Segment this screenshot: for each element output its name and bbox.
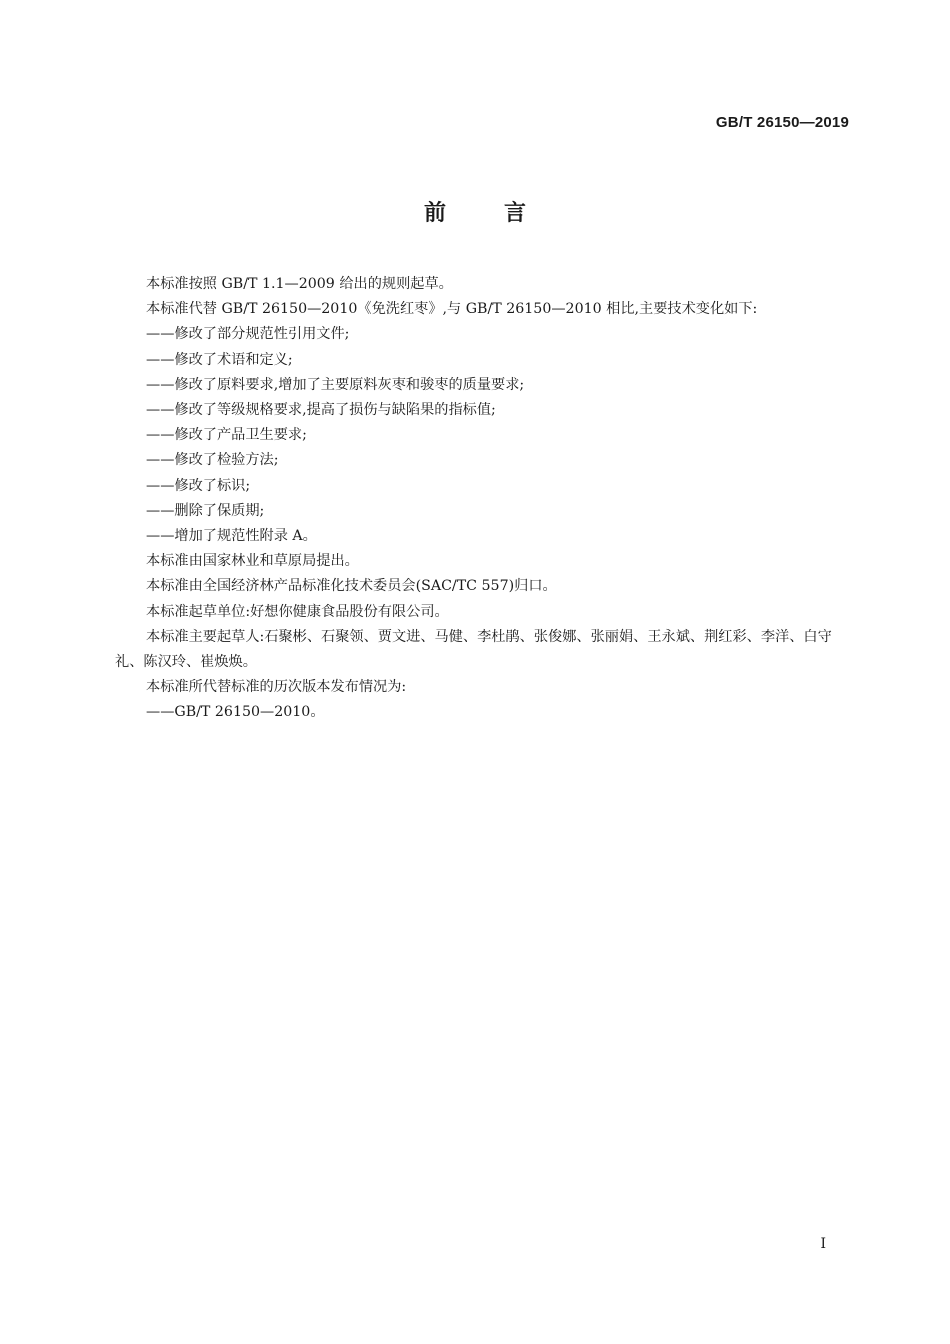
- change-item: ——修改了产品卫生要求;: [146, 427, 307, 444]
- history-item: ——GB/T 26150—2010。: [146, 704, 325, 721]
- foreword-body: [115, 272, 850, 726]
- change-item: ——修改了等级规格要求,提高了损伤与缺陷果的指标值;: [146, 402, 496, 419]
- change-item: ——修改了术语和定义;: [146, 351, 293, 368]
- paragraph-proposer: 本标准由国家林业和草原局提出。: [146, 553, 359, 570]
- page-number: I: [820, 1236, 826, 1252]
- paragraph-history: 本标准所代替标准的历次版本发布情况为:: [146, 679, 407, 696]
- standard-code: GB/T 26150—2019: [715, 114, 849, 131]
- change-item: ——删除了保质期;: [146, 502, 265, 519]
- change-item: ——增加了规范性附录 A。: [146, 528, 317, 545]
- change-item: ——修改了原料要求,增加了主要原料灰枣和骏枣的质量要求;: [146, 376, 525, 393]
- change-item: ——修改了部分规范性引用文件;: [146, 326, 350, 343]
- paragraph-drafting-unit: 本标准起草单位:好想你健康食品股份有限公司。: [146, 603, 449, 620]
- change-item: ——修改了标识;: [146, 477, 251, 494]
- paragraph-drafting-rules: 本标准按照 GB/T 1.1—2009 给出的规则起草。: [146, 276, 453, 292]
- paragraph-replacement: 本标准代替 GB/T 26150—2010《免洗红枣》,与 GB/T 26150—2010 相比,主要技术变化如下:: [146, 301, 758, 318]
- change-item: ——修改了检验方法;: [146, 452, 279, 469]
- paragraph-drafters: 本标准主要起草人:石聚彬、石聚领、贾文进、马健、李杜鹃、张俊娜、张丽娟、王永斌、荆红彩、李洋、白守礼、陈汉玲、崔焕焕。: [115, 628, 832, 671]
- paragraph-committee: 本标准由全国经济林产品标准化技术委员会(SAC/TC 557)归口。: [146, 578, 557, 595]
- page-title: 前言: [423, 201, 584, 226]
